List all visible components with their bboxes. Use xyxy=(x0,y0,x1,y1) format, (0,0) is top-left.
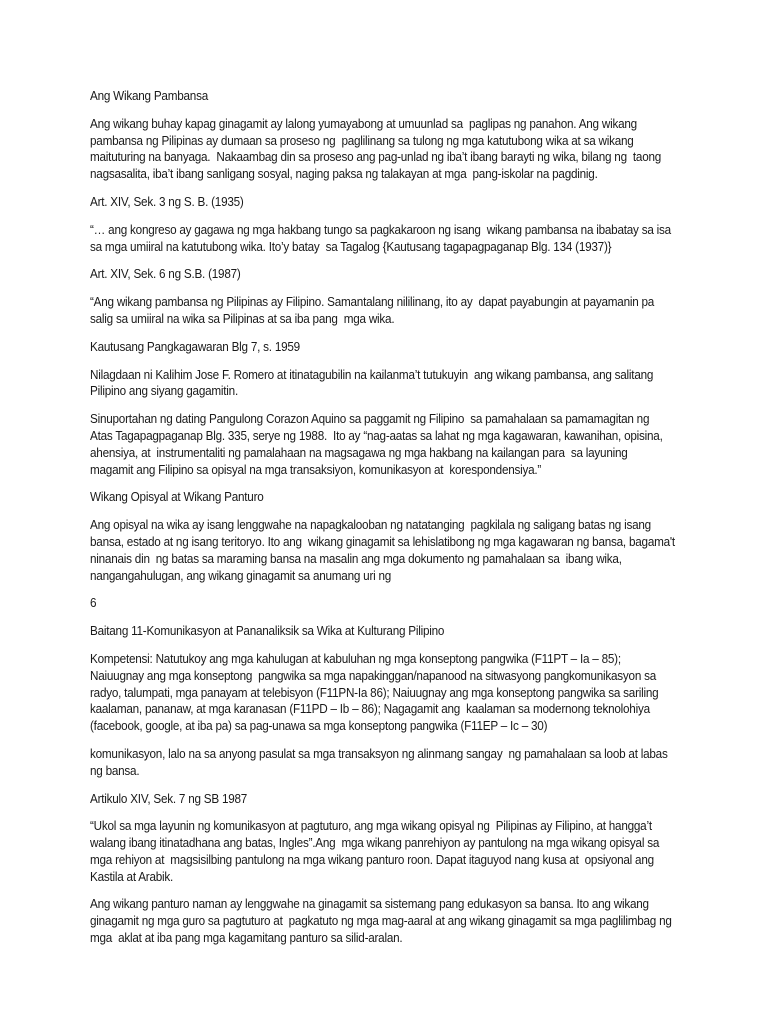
text-line: Kompetensi: Natutukoy ang mga kahulugan at kabuluhan ng mga konseptong pangwika (F11PT – Ia – 85); xyxy=(90,651,621,666)
text-line: komunikasyon, lalo na sa anyong pasulat sa mga transaksyon ng alinmang sangay ng pamahalaan sa loob at labas xyxy=(90,746,668,761)
text-line: salig sa umiiral na wika sa Pilipinas at sa iba pang mga wika. xyxy=(90,311,395,326)
text-line: ginagamit ng mga guro sa pagtuturo at pagkatuto ng mga mag-aaral at ang wikang ginagamit sa mga paglilimbag ng xyxy=(90,914,672,929)
text-line: pambansa ng Pilipinas ay dumaan sa proseso ng paglilinang sa tulong ng mga katutubong wika at sa wikang xyxy=(90,133,634,148)
text-line: Kautusang Pangkagawaran Blg 7, s. 1959 xyxy=(90,339,300,354)
text-line: Ang opisyal na wika ay isang lenggwahe na napagkalooban ng natatanging pagkilala ng saligang batas ng isang xyxy=(90,518,651,533)
text-line: walang ibang itinatadhana ang batas, Ingles”.Ang mga wikang panrehiyon ay pantulong na mga wikang opisyal sa xyxy=(90,836,660,851)
text-line: Naiuugnay ang mga konseptong pangwika sa mga napakinggan/napanood na sitwasyong pangkomunikasyon sa xyxy=(90,668,657,683)
text-line: (facebook, google, at iba pa) sa pag-unawa sa mga konseptong pangwika (F11EP – Ic – 30) xyxy=(90,719,548,734)
text-line: Ang Wikang Pambansa xyxy=(90,89,208,103)
text-line: Sinuportahan ng dating Pangulong Corazon Aquino sa paggamit ng Filipino sa pamahalaan sa pamamagitan ng xyxy=(90,412,650,427)
text-line: Nilagdaan ni Kalihim Jose F. Romero at itinatagubilin na kailanma’t tutukuyin ang wikang pambansa, ang salitang xyxy=(90,367,654,382)
text-line: “Ukol sa mga layunin ng komunikasyon at pagtuturo, ang mga wikang opisyal ng Pilipinas ay Filipino, at hangga’t xyxy=(90,819,652,834)
text-line: nangangahulugan, ang wikang ginagamit sa anumang uri ng xyxy=(90,568,392,583)
text-line: Art. XIV, Sek. 6 ng S.B. (1987) xyxy=(90,267,241,282)
paragraph xyxy=(90,595,685,612)
paragraph xyxy=(90,517,685,584)
section-heading xyxy=(90,88,685,105)
text-line: Ang wikang panturo naman ay lenggwahe na ginagamit sa sistemang pang edukasyon sa bansa. Ito ang wikang xyxy=(90,897,649,912)
text-line: radyo, talumpati, mga panayam at telebisyon (F11PN-Ia 86); Naiuugnay ang mga konseptong pangwika sa sariling xyxy=(90,685,659,700)
text-line: Kastila at Arabik. xyxy=(90,869,174,884)
text-line: Pilipino ang siyang gagamitin. xyxy=(90,384,238,399)
paragraph xyxy=(90,746,685,780)
paragraph xyxy=(90,651,685,735)
paragraph xyxy=(90,367,685,401)
section-heading xyxy=(90,339,685,356)
document-page xyxy=(90,88,686,958)
text-line: Wikang Opisyal at Wikang Panturo xyxy=(90,490,264,505)
paragraph xyxy=(90,818,685,885)
section-heading xyxy=(90,194,685,211)
paragraph xyxy=(90,411,685,478)
text-line: 6 xyxy=(90,596,97,611)
text-line: nagsasalita, iba’t ibang sanligang sosyal, naging paksa ng talakayan at mga pang-iskolar na pagdinig. xyxy=(90,167,598,182)
text-line: sa mga umiiral na katutubong wika. Ito’y batay sa Tagalog {Kautusang tagapagpaganap Blg. 134 (1937)} xyxy=(90,239,612,254)
section-heading xyxy=(90,791,685,808)
section-heading xyxy=(90,623,685,640)
text-line: mga aklat at iba pang mga kagamitang panturo sa silid-aralan. xyxy=(90,931,403,946)
paragraph xyxy=(90,294,685,328)
text-line: ninanais din ng batas sa maraming bansa na masalin ang mga dokumento ng pamahalaan sa ibang wika, xyxy=(90,551,622,566)
text-line: Ang wikang buhay kapag ginagamit ay lalong yumayabong at umuunlad sa paglipas ng panahon. Ang wikang xyxy=(90,116,637,131)
paragraph xyxy=(90,896,685,946)
paragraph xyxy=(90,116,685,183)
text-line: mga rehiyon at magsisilbing pantulong na mga wikang panturo roon. Dapat itaguyod nang kusa at opsiyonal ang xyxy=(90,852,654,867)
paragraph xyxy=(90,222,685,256)
text-line: “Ang wikang pambansa ng Pilipinas ay Filipino. Samantalang nililinang, ito ay dapat payabungin at payamanin pa xyxy=(90,295,655,310)
text-line: Baitang 11-Komunikasyon at Pananaliksik sa Wika at Kulturang Pilipino xyxy=(90,624,445,639)
text-line: kaalaman, pananaw, at mga karanasan (F11PD – Ib – 86); Nagagamit ang kaalaman sa modernong teknolohiya xyxy=(90,702,650,717)
section-heading xyxy=(90,266,685,283)
text-line: maituturing na banyaga. Nakaambag din sa proseso ang pag-unlad ng iba’t ibang barayti ng wika, bilang ng taong xyxy=(90,150,662,165)
text-line: ng bansa. xyxy=(90,763,140,778)
section-heading xyxy=(90,489,685,506)
text-line: Artikulo XIV, Sek. 7 ng SB 1987 xyxy=(90,791,248,806)
text-line: Atas Tagapagpaganap Blg. 335, serye ng 1988. Ito ay “nag-aatas sa lahat ng mga kagawaran, kawanihan, opisina, xyxy=(90,428,663,443)
text-line: “… ang kongreso ay gagawa ng mga hakbang tungo sa pagkakaroon ng isang wikang pambansa na ibabatay sa isa xyxy=(90,222,671,237)
text-line: magamit ang Filipino sa opisyal na mga transaksiyon, komunikasyon at korespondensiya.” xyxy=(90,462,542,477)
text-line: bansa, estado at ng isang teritoryo. Ito ang wikang ginagamit sa lehislatibong ng mga kagawaran ng bansa, bagama't xyxy=(90,534,675,549)
text-line: Art. XIV, Sek. 3 ng S. B. (1935) xyxy=(90,194,244,209)
text-line: ahensiya, at instrumentaliti ng pamalahaan na magsagawa ng mga hakbang na kailangan para sa layuning xyxy=(90,445,628,460)
